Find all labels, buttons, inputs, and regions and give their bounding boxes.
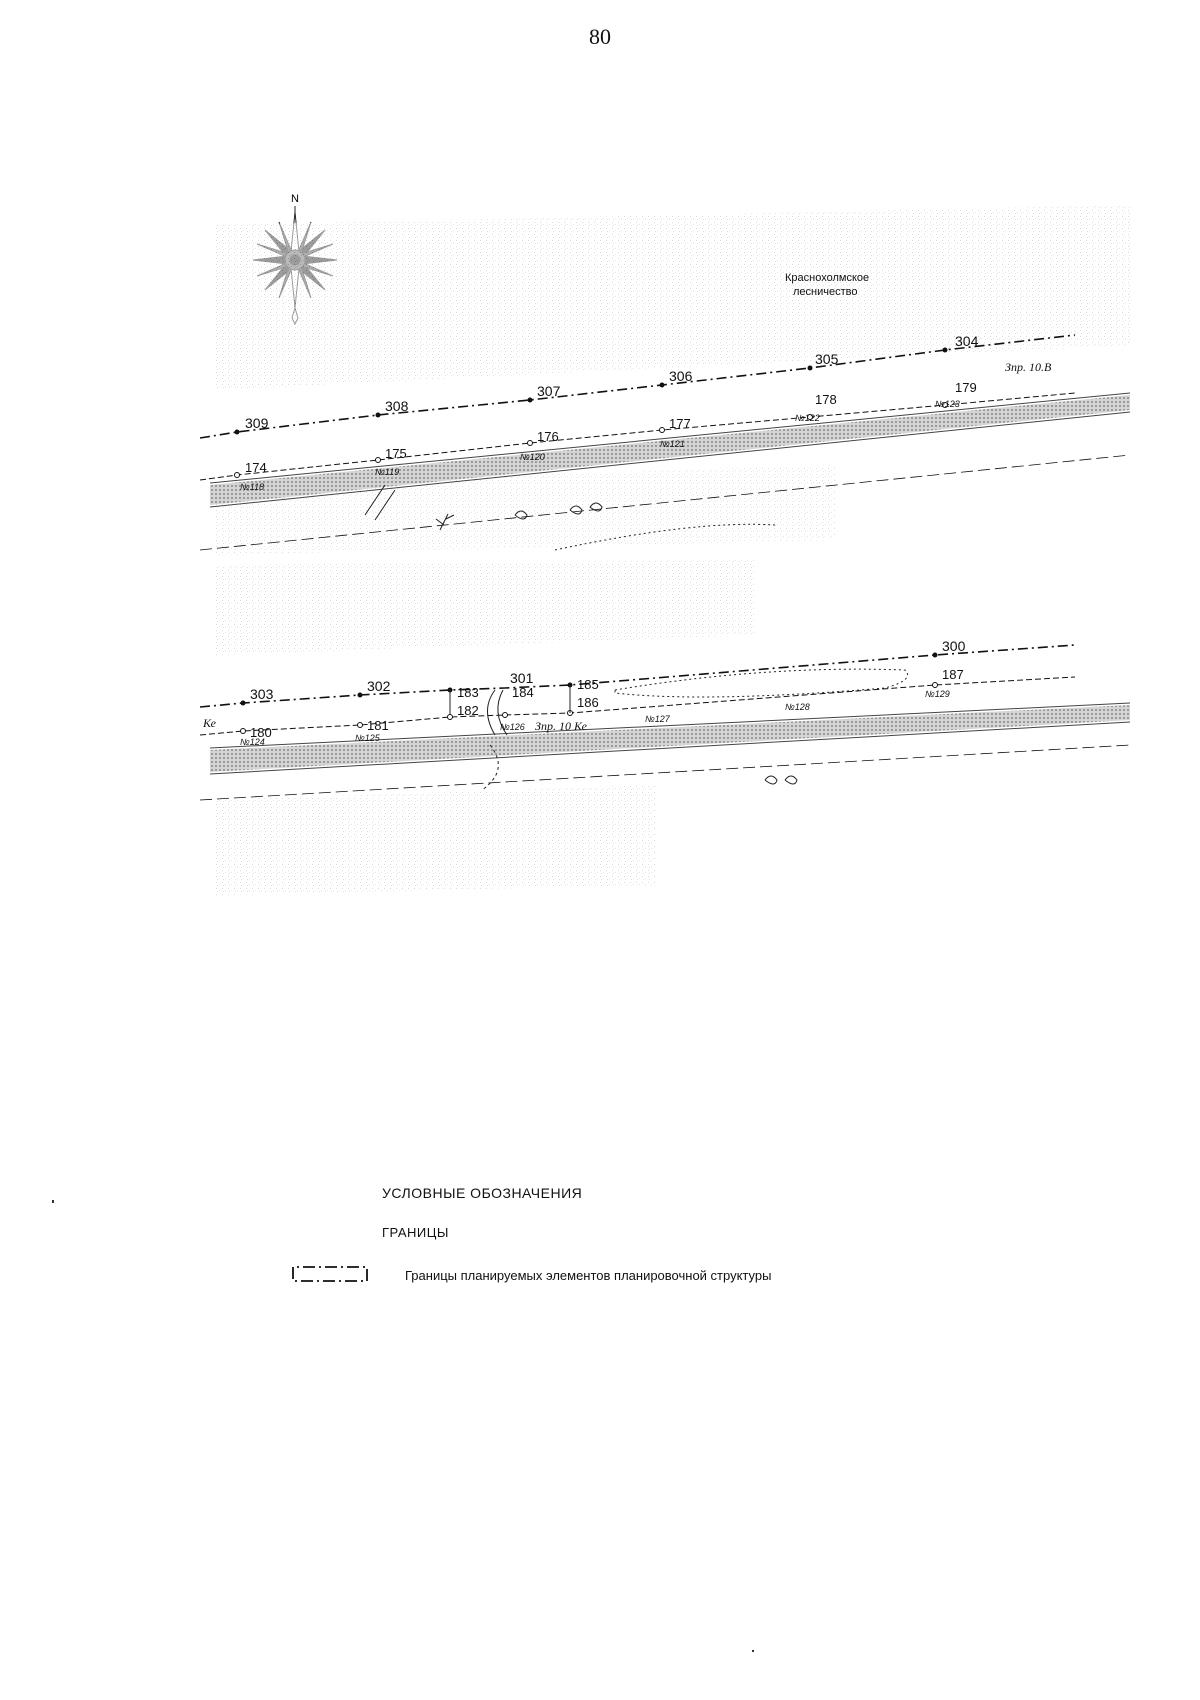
area-label-line2: лесничество [793,286,858,298]
boundary-point-label: 305 [815,351,839,367]
survey-point-label: 177 [669,416,691,431]
plot-number-label: №118 [240,482,265,492]
survey-point-label: 186 [577,695,599,710]
plot-number-label: №126 [500,722,525,732]
plot-number-label: №120 [520,452,545,462]
boundary-point-label: 307 [537,383,561,399]
edge-road-label: Ке [203,716,216,730]
survey-point-label: 179 [955,380,977,395]
area-label-line1: Краснохолмское [785,272,870,284]
survey-point-label: 187 [942,667,964,682]
road-label: Зпр. 10 Ке [535,719,587,733]
plot-number-label: №122 [795,413,820,423]
plot-number-label: №125 [355,733,380,743]
scan-artifact [752,1650,754,1652]
survey-point-label: 180 [250,725,272,740]
upper-map-strip [200,205,1130,555]
plot-number-label: №121 [660,439,685,449]
boundary-point-label: 300 [942,638,966,654]
boundary-point-label: 301 [510,670,534,686]
survey-point-label: 184 [512,685,534,700]
plot-number-label: №123 [935,399,960,409]
survey-point-label: 185 [577,677,599,692]
boundary-point-label: 303 [250,686,274,702]
survey-point-label: 175 [385,446,407,461]
plot-number-label: №124 [240,737,265,747]
boundary-point-label: 309 [245,415,269,431]
legend-item-label: Границы планируемых элементов планировочной структуры [405,1268,772,1283]
survey-point-label: 183 [457,685,479,700]
scan-artifact [52,1200,54,1203]
boundary-point-label: 302 [367,678,391,694]
plot-number-label: №129 [925,689,950,699]
boundary-point-label: 304 [955,333,979,349]
dash-dot-boundary-icon [290,1263,370,1285]
survey-point-label: 178 [815,392,837,407]
map-area [203,185,1145,975]
plot-number-label: №127 [645,714,670,724]
lower-map-strip [200,560,1130,895]
legend-section-title: ГРАНИЦЫ [382,1225,449,1240]
north-label: N [291,193,299,205]
survey-point-label: 176 [537,429,559,444]
survey-point-label: 181 [367,718,389,733]
boundary-point-label: 308 [385,398,409,414]
survey-point-label: 174 [245,460,267,475]
plot-number-label: №128 [785,702,810,712]
road-label: Зпр. 10.В [1005,360,1052,374]
legend-title: УСЛОВНЫЕ ОБОЗНАЧЕНИЯ [382,1185,583,1201]
boundary-point-label: 306 [669,368,693,384]
plot-number-label: №119 [375,467,400,477]
page-number: 80 [589,24,611,49]
survey-point-label: 182 [457,703,479,718]
